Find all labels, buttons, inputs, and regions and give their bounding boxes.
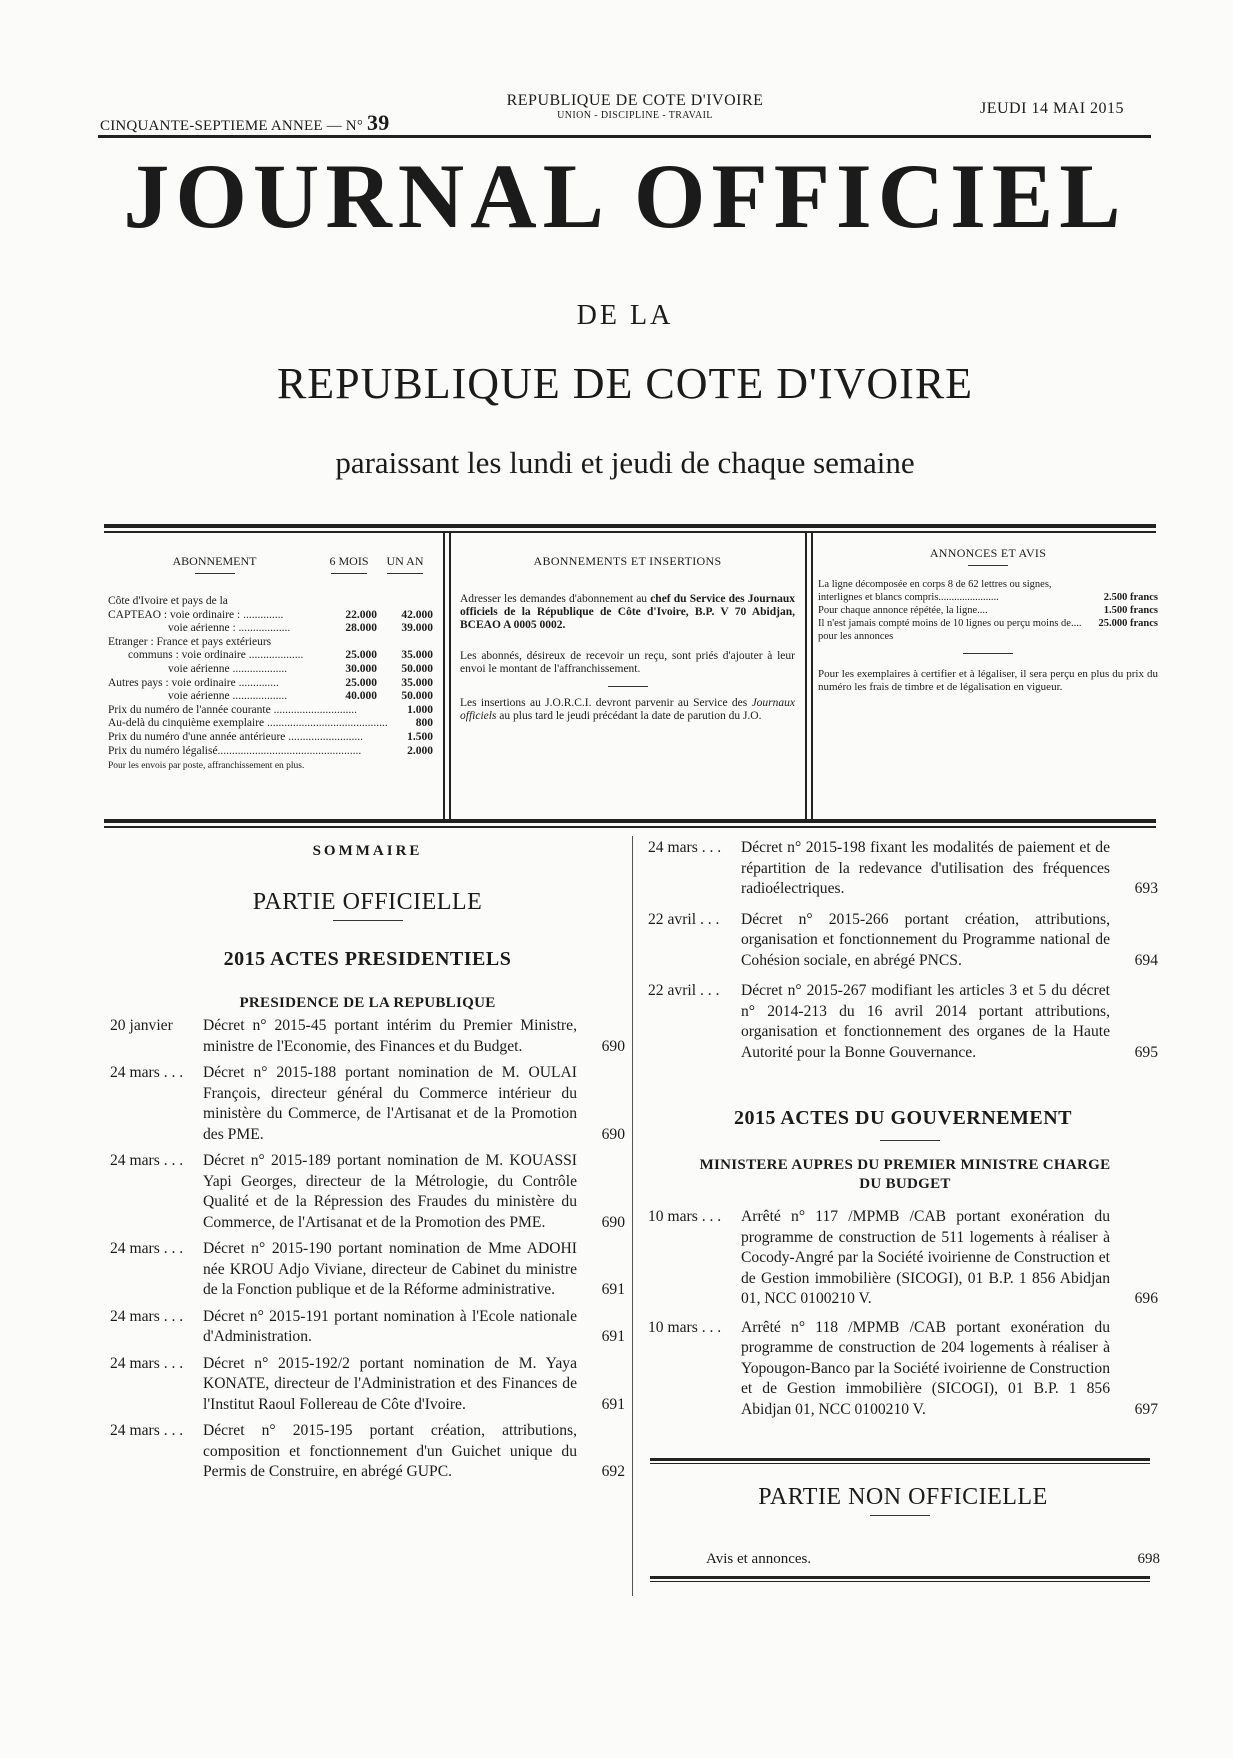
- divider: [870, 1515, 930, 1516]
- insertions-p3: Les insertions au J.O.R.C.I. devront parvenir au Service des Journaux officiels au plus tard le jeudi précédant la date de parution du J.O.: [460, 697, 795, 722]
- col-1an: UN AN: [386, 554, 424, 568]
- box-rule-top: [104, 524, 1156, 528]
- price-row: communs : voie ordinaire ................... 25.000 35.000: [128, 649, 433, 662]
- presidence-title: PRESIDENCE DE LA REPUBLIQUE: [239, 995, 496, 1011]
- masthead-frequency: paraissant les lundi et jeudi de chaque semaine: [335, 445, 915, 480]
- annonce-line-2: Pour chaque annonce répétée, la ligne.... 1.500 francs: [818, 605, 1158, 616]
- price-row: Côte d'Ivoire et pays de la: [108, 595, 228, 607]
- annonces-column: [818, 546, 1158, 694]
- annonce-line-3: Il n'est jamais compté moins de 10 lignes ou perçu moins de.... pour les annonces 25.000 francs: [818, 618, 1158, 642]
- divider: [387, 573, 423, 574]
- toc-entry[interactable]: 22 avril . . . Décret n° 2015-267 modifiant les articles 3 et 5 du décret n° 2014-213 du 16 avril 2014 portant attributions, organisation et fonctionnement des organes de la Haute Autorité pour la Bonne Gouvernance. 695: [648, 982, 1158, 1061]
- ministere-title: MINISTERE AUPRES DU PREMIER MINISTRE CHARGE DU BUDGET: [699, 1157, 1111, 1192]
- price-row: Prix du numéro légalisé.................................................. 2.000: [108, 744, 433, 757]
- issue-year-text: CINQUANTE-SEPTIEME ANNEE — N°: [100, 118, 364, 134]
- header-motto: UNION - DISCIPLINE - TRAVAIL: [557, 110, 713, 121]
- divider: [333, 920, 403, 921]
- price-row: voie aérienne ................... 40.000 50.000: [168, 690, 433, 703]
- toc-entry[interactable]: 24 mars . . . Décret n° 2015-198 fixant les modalités de paiement et de répartition de la redevance d'utilisation des fréquences radioélectriques. 693: [648, 839, 1158, 897]
- issue-number: 39: [367, 110, 390, 135]
- journal-title: JOURNAL OFFICIEL: [123, 145, 1127, 247]
- toc-entry[interactable]: 24 mars . . . Décret n° 2015-191 portant nomination à l'Ecole nationale d'Administration. 691: [110, 1307, 625, 1345]
- header-rule: [98, 135, 1151, 138]
- box-rule-top-thin: [104, 531, 1156, 533]
- masthead-republic: REPUBLIQUE DE COTE D'IVOIRE: [276, 359, 974, 408]
- non-officielle-rule-thin: [650, 1463, 1150, 1464]
- toc-entry[interactable]: 22 avril . . . Décret n° 2015-266 portant création, attributions, organisation et fonctionnement du Programme national de Cohésion sociale, en abrégé PNCS. 694: [648, 910, 1158, 969]
- insertions-p1: Adresser les demandes d'abonnement au chef du Service des Journaux officiels de la République de Côte d'Ivoire, B.P. V 70 Abidjan, BCEAO A 0005 0002.: [460, 593, 796, 631]
- divider: [331, 573, 367, 574]
- avis-entry[interactable]: [706, 1551, 1160, 1568]
- box-divider-1: [443, 533, 445, 819]
- abonnement-label: ABONNEMENT: [172, 554, 257, 568]
- toc-entry[interactable]: 24 mars . . . Décret n° 2015-188 portant nomination de M. OULAI François, directeur général du Commerce intérieur du ministère du Commerce, de l'Artisanat et de la Promotion des PME. 690: [110, 1064, 625, 1143]
- bottom-rule-thin: [650, 1581, 1150, 1582]
- partie-non-officielle-title: PARTIE NON OFFICIELLE: [758, 1484, 1048, 1510]
- price-list: [108, 595, 433, 774]
- divider: [963, 653, 1013, 654]
- toc-left: [110, 1016, 625, 1483]
- insertions-title: ABONNEMENTS ET INSERTIONS: [533, 554, 722, 568]
- column-divider: [632, 836, 633, 1596]
- box-rule-bottom: [104, 819, 1156, 823]
- toc-entry[interactable]: 24 mars . . . Décret n° 2015-192/2 portant nomination de M. Yaya KONATE, directeur de l'Administration et des Finances de l'Institut Raoul Follereau de Côte d'Ivoire. 691: [110, 1354, 625, 1413]
- toc-entry[interactable]: 24 mars . . . Décret n° 2015-189 portant nomination de M. KOUASSI Yapi Georges, directeur de la Métrologie, du Contrôle Qualité et de la Répression des Fraudes du ministère du Commerce, de l'Artisanat et de la Promotion des PME. 690: [110, 1152, 625, 1231]
- toc-entry[interactable]: 10 mars . . . Arrêté n° 118 /MPMB /CAB portant exonération du programme de construction de 204 logements à réaliser à Yopougon-Banco par la Société ivoirienne de Construction et de Gestion immobilière (SICOGI), 01 B.P. 1 856 Abidjan 01, NCC 0100210 V. 697: [648, 1318, 1158, 1418]
- box-divider-1b: [449, 533, 451, 819]
- annonces-footer: Pour les exemplaires à certifier et à légaliser, il sera perçu en plus du prix du numéro les frais de timbre et de légalisation en vigueur.: [818, 668, 1158, 693]
- insertions-p2: Les abonnés, désireux de recevoir un reçu, sont priés d'ajouter à leur envoi le montant de l'affranchissement.: [460, 650, 795, 675]
- masthead-de-la: DE LA: [576, 300, 674, 331]
- price-row: Au-delà du cinquième exemplaire .......................................... 800: [108, 717, 433, 730]
- price-row: Prix du numéro d'une année antérieure .......................... 1.500: [108, 730, 433, 743]
- avis-label: Avis et annonces.: [706, 1551, 812, 1567]
- non-officielle-rule: [650, 1458, 1150, 1461]
- sommaire-title: SOMMAIRE: [312, 843, 423, 859]
- price-row: voie aérienne ................... 30.000 50.000: [168, 662, 433, 675]
- divider: [608, 686, 648, 687]
- toc-entry[interactable]: 20 janvier Décret n° 2015-45 portant intérim du Premier Ministre, ministre de l'Economie, des Finances et du Budget. 690: [110, 1017, 625, 1055]
- divider: [880, 1140, 940, 1141]
- issue-date: JEUDI 14 MAI 2015: [980, 100, 1125, 117]
- toc-entry[interactable]: 24 mars . . . Décret n° 2015-190 portant nomination de Mme ADOHI née KROU Adjo Viviane, directeur de Cabinet du ministre de la Fonction publique et de la Réforme administrative. 691: [110, 1240, 625, 1298]
- toc-entry[interactable]: 10 mars . . . Arrêté n° 117 /MPMB /CAB portant exonération du programme de construction de 511 logements à réaliser à Cocody-Angré par la Société ivoirienne de Construction et de Gestion immobilière (SICOGI), 01 B.P. 1 856 Abidjan 01, NCC 0100210 V. 696: [648, 1208, 1158, 1307]
- price-row: CAPTEAO : voie ordinaire : .............. 22.000 42.000: [108, 608, 433, 621]
- annonce-line-1: La ligne décomposée en corps 8 de 62 lettres ou signes, interlignes et blancs compris....................... 2.500 francs: [818, 579, 1158, 603]
- avis-page: 698: [1137, 1551, 1160, 1567]
- box-rule-bottom-thin: [104, 826, 1156, 828]
- price-row: Prix du numéro de l'année courante ............................. 1.000: [108, 703, 433, 716]
- header-center: [470, 92, 800, 121]
- box-divider-2: [805, 533, 807, 819]
- actes-gouvernement-title: 2015 ACTES DU GOUVERNEMENT: [733, 1107, 1073, 1129]
- annonces-title: ANNONCES ET AVIS: [929, 546, 1047, 560]
- toc-right: [648, 838, 1158, 1063]
- header-republic: REPUBLIQUE DE COTE D'IVOIRE: [506, 92, 764, 109]
- price-row: Autres pays : voie ordinaire .............. 25.000 35.000: [108, 676, 433, 689]
- bottom-rule: [650, 1576, 1150, 1579]
- actes-presidentiels-title: 2015 ACTES PRESIDENTIELS: [223, 948, 512, 970]
- price-row: Etranger : France et pays extérieurs: [108, 635, 272, 648]
- price-row: voie aérienne : .................. 28.000 39.000: [168, 622, 433, 635]
- divider: [195, 573, 235, 574]
- box-divider-2b: [811, 533, 813, 819]
- partie-officielle-title: PARTIE OFFICIELLE: [252, 889, 483, 915]
- divider: [968, 565, 1008, 566]
- insertions-column: [460, 554, 795, 723]
- issue-year-label: [100, 110, 389, 136]
- abonnement-header: [108, 554, 433, 574]
- col-6mois: 6 MOIS: [329, 554, 369, 568]
- abonnement-footnote: Pour les envois par poste, affranchissement en plus.: [108, 761, 305, 772]
- toc-gov: [648, 1207, 1158, 1420]
- toc-entry[interactable]: 24 mars . . . Décret n° 2015-195 portant création, attributions, composition et fonctionnement d'un Guichet unique du Permis de Construire, en abrégé GUPC. 692: [110, 1422, 625, 1480]
